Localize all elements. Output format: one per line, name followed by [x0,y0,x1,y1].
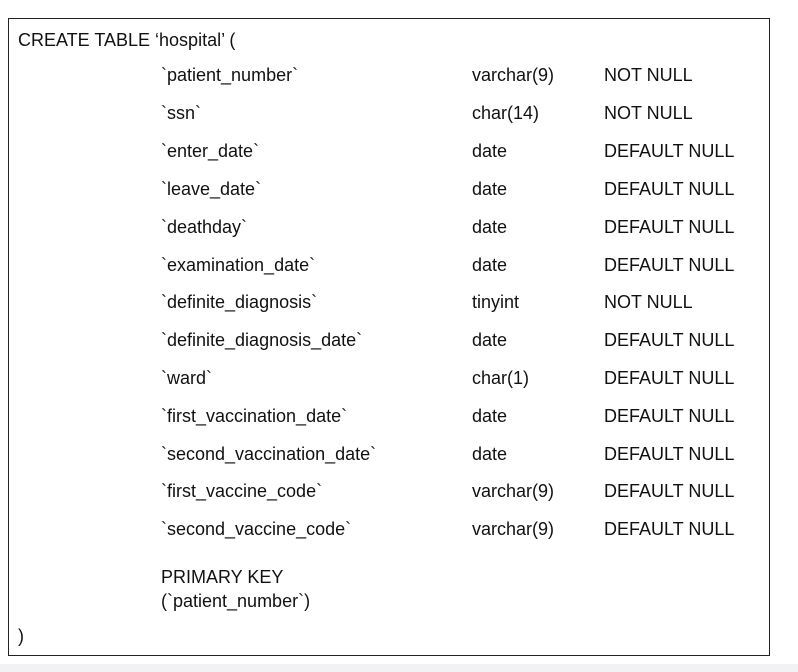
column-constraint: DEFAULT NULL [604,406,735,426]
primary-key-columns: (`patient_number`) [161,591,311,611]
column-name: `leave_date` [161,179,262,199]
column-name: `deathday` [161,217,248,237]
column-name: `second_vaccination_date` [161,444,377,464]
column-name: `second_vaccine_code` [161,519,352,539]
column-constraint: DEFAULT NULL [604,179,735,199]
column-constraint: DEFAULT NULL [604,255,735,275]
page-bottom-strip [0,664,798,672]
column-type: tinyint [472,292,520,312]
closing-paren: ) [18,626,24,646]
create-table-line: CREATE TABLE ‘hospital’ ( [18,30,236,50]
column-constraint: NOT NULL [604,292,693,312]
column-type: date [472,444,508,464]
column-name: `enter_date` [161,141,260,161]
primary-key-block [161,565,310,613]
column-type: date [472,330,508,350]
column-type: varchar(9) [472,519,555,539]
column-constraint: DEFAULT NULL [604,444,735,464]
column-name: `examination_date` [161,255,316,275]
column-name: `first_vaccination_date` [161,406,348,426]
column-constraint: DEFAULT NULL [604,217,735,237]
column-type: date [472,179,508,199]
sql-create-table-box [8,18,770,656]
column-constraint: NOT NULL [604,103,693,123]
column-name: `first_vaccine_code` [161,481,323,501]
column-name: `definite_diagnosis_date` [161,330,363,350]
column-name: `ward` [161,368,213,388]
column-name: `definite_diagnosis` [161,292,318,312]
column-type: date [472,406,508,426]
column-constraint: DEFAULT NULL [604,141,735,161]
column-type: date [472,217,508,237]
column-constraint: DEFAULT NULL [604,481,735,501]
column-type: char(14) [472,103,540,123]
column-constraint: NOT NULL [604,65,693,85]
column-type: char(1) [472,368,530,388]
column-type: varchar(9) [472,481,555,501]
column-name: `ssn` [161,103,201,123]
column-constraint: DEFAULT NULL [604,519,735,539]
column-constraint: DEFAULT NULL [604,368,735,388]
column-constraint: DEFAULT NULL [604,330,735,350]
primary-key-label: PRIMARY KEY [161,567,284,587]
column-type: varchar(9) [472,65,555,85]
column-type: date [472,141,508,161]
column-name: `patient_number` [161,65,299,85]
column-type: date [472,255,508,275]
